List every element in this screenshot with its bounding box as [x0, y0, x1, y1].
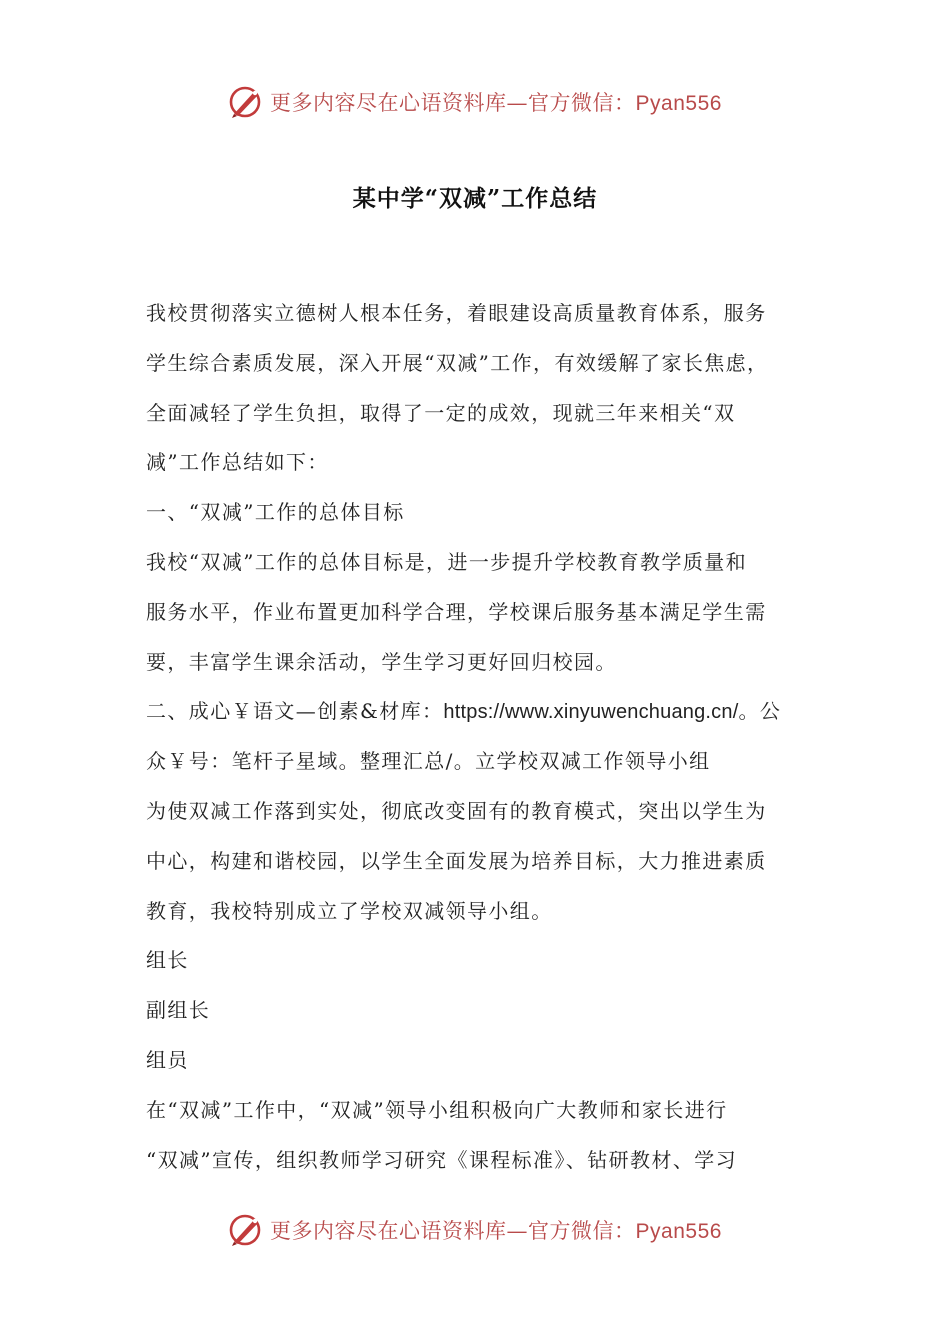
body-line: 为使双减工作落到实处，彻底改变固有的教育模式，突出以学生为	[146, 798, 767, 823]
banner-text: 更多内容尽在心语资料库—官方微信：	[270, 1219, 636, 1243]
website-link[interactable]: https://www.xinyuwenchuang.cn/	[443, 701, 739, 724]
banner-wechat-id: Pyan556	[635, 92, 722, 115]
body-line: 众￥号：笔杆子星域。整理汇总/。立学校双减工作领导小组	[146, 749, 711, 774]
role-leader: 组长	[146, 948, 189, 973]
body-line: 在“双减”工作中，“双减”领导小组积极向广大教师和家长进行	[146, 1097, 728, 1122]
body-line: 减”工作总结如下：	[146, 450, 329, 475]
banner-text: 更多内容尽在心语资料库—官方微信：	[270, 91, 636, 115]
footer-banner	[0, 1210, 950, 1250]
section-heading-2	[146, 687, 826, 737]
header-banner	[0, 82, 950, 122]
url-line-prefix: 二、成心￥语文—创素&材库：	[146, 699, 444, 724]
pen-circle-logo-icon	[228, 84, 264, 120]
body-line: 我校“双减”工作的总体目标是，进一步提升学校教育教学质量和	[146, 549, 748, 574]
role-deputy-leader: 副组长	[146, 998, 211, 1023]
body-line: 要，丰富学生课余活动，学生学习更好回归校园。	[146, 649, 617, 674]
url-line-suffix: 。公	[738, 699, 782, 724]
document-body	[146, 289, 826, 1185]
body-line: 服务水平，作业布置更加科学合理，学校课后服务基本满足学生需	[146, 599, 767, 624]
body-line: 中心，构建和谐校园，以学生全面发展为培养目标，大力推进素质	[146, 848, 767, 873]
body-line: 我校贯彻落实立德树人根本任务，着眼建设高质量教育体系，服务	[146, 301, 767, 325]
body-line: 学生综合素质发展，深入开展“双减”工作，有效缓解了家长焦虑，	[146, 350, 769, 375]
banner-wechat-id: Pyan556	[635, 1220, 722, 1243]
body-line: “双减”宣传，组织教师学习研究《课程标准》、钻研教材、学习	[146, 1147, 738, 1172]
body-line: 教育，我校特别成立了学校双减领导小组。	[146, 898, 553, 923]
role-member: 组员	[146, 1047, 189, 1072]
body-line: 全面减轻了学生负担，取得了一定的成效，现就三年来相关“双	[146, 400, 736, 425]
pen-circle-logo-icon	[228, 1212, 264, 1248]
page-title: 某中学“双减”工作总结	[352, 185, 598, 212]
section-heading-1: 一、“双减”工作的总体目标	[146, 500, 405, 525]
